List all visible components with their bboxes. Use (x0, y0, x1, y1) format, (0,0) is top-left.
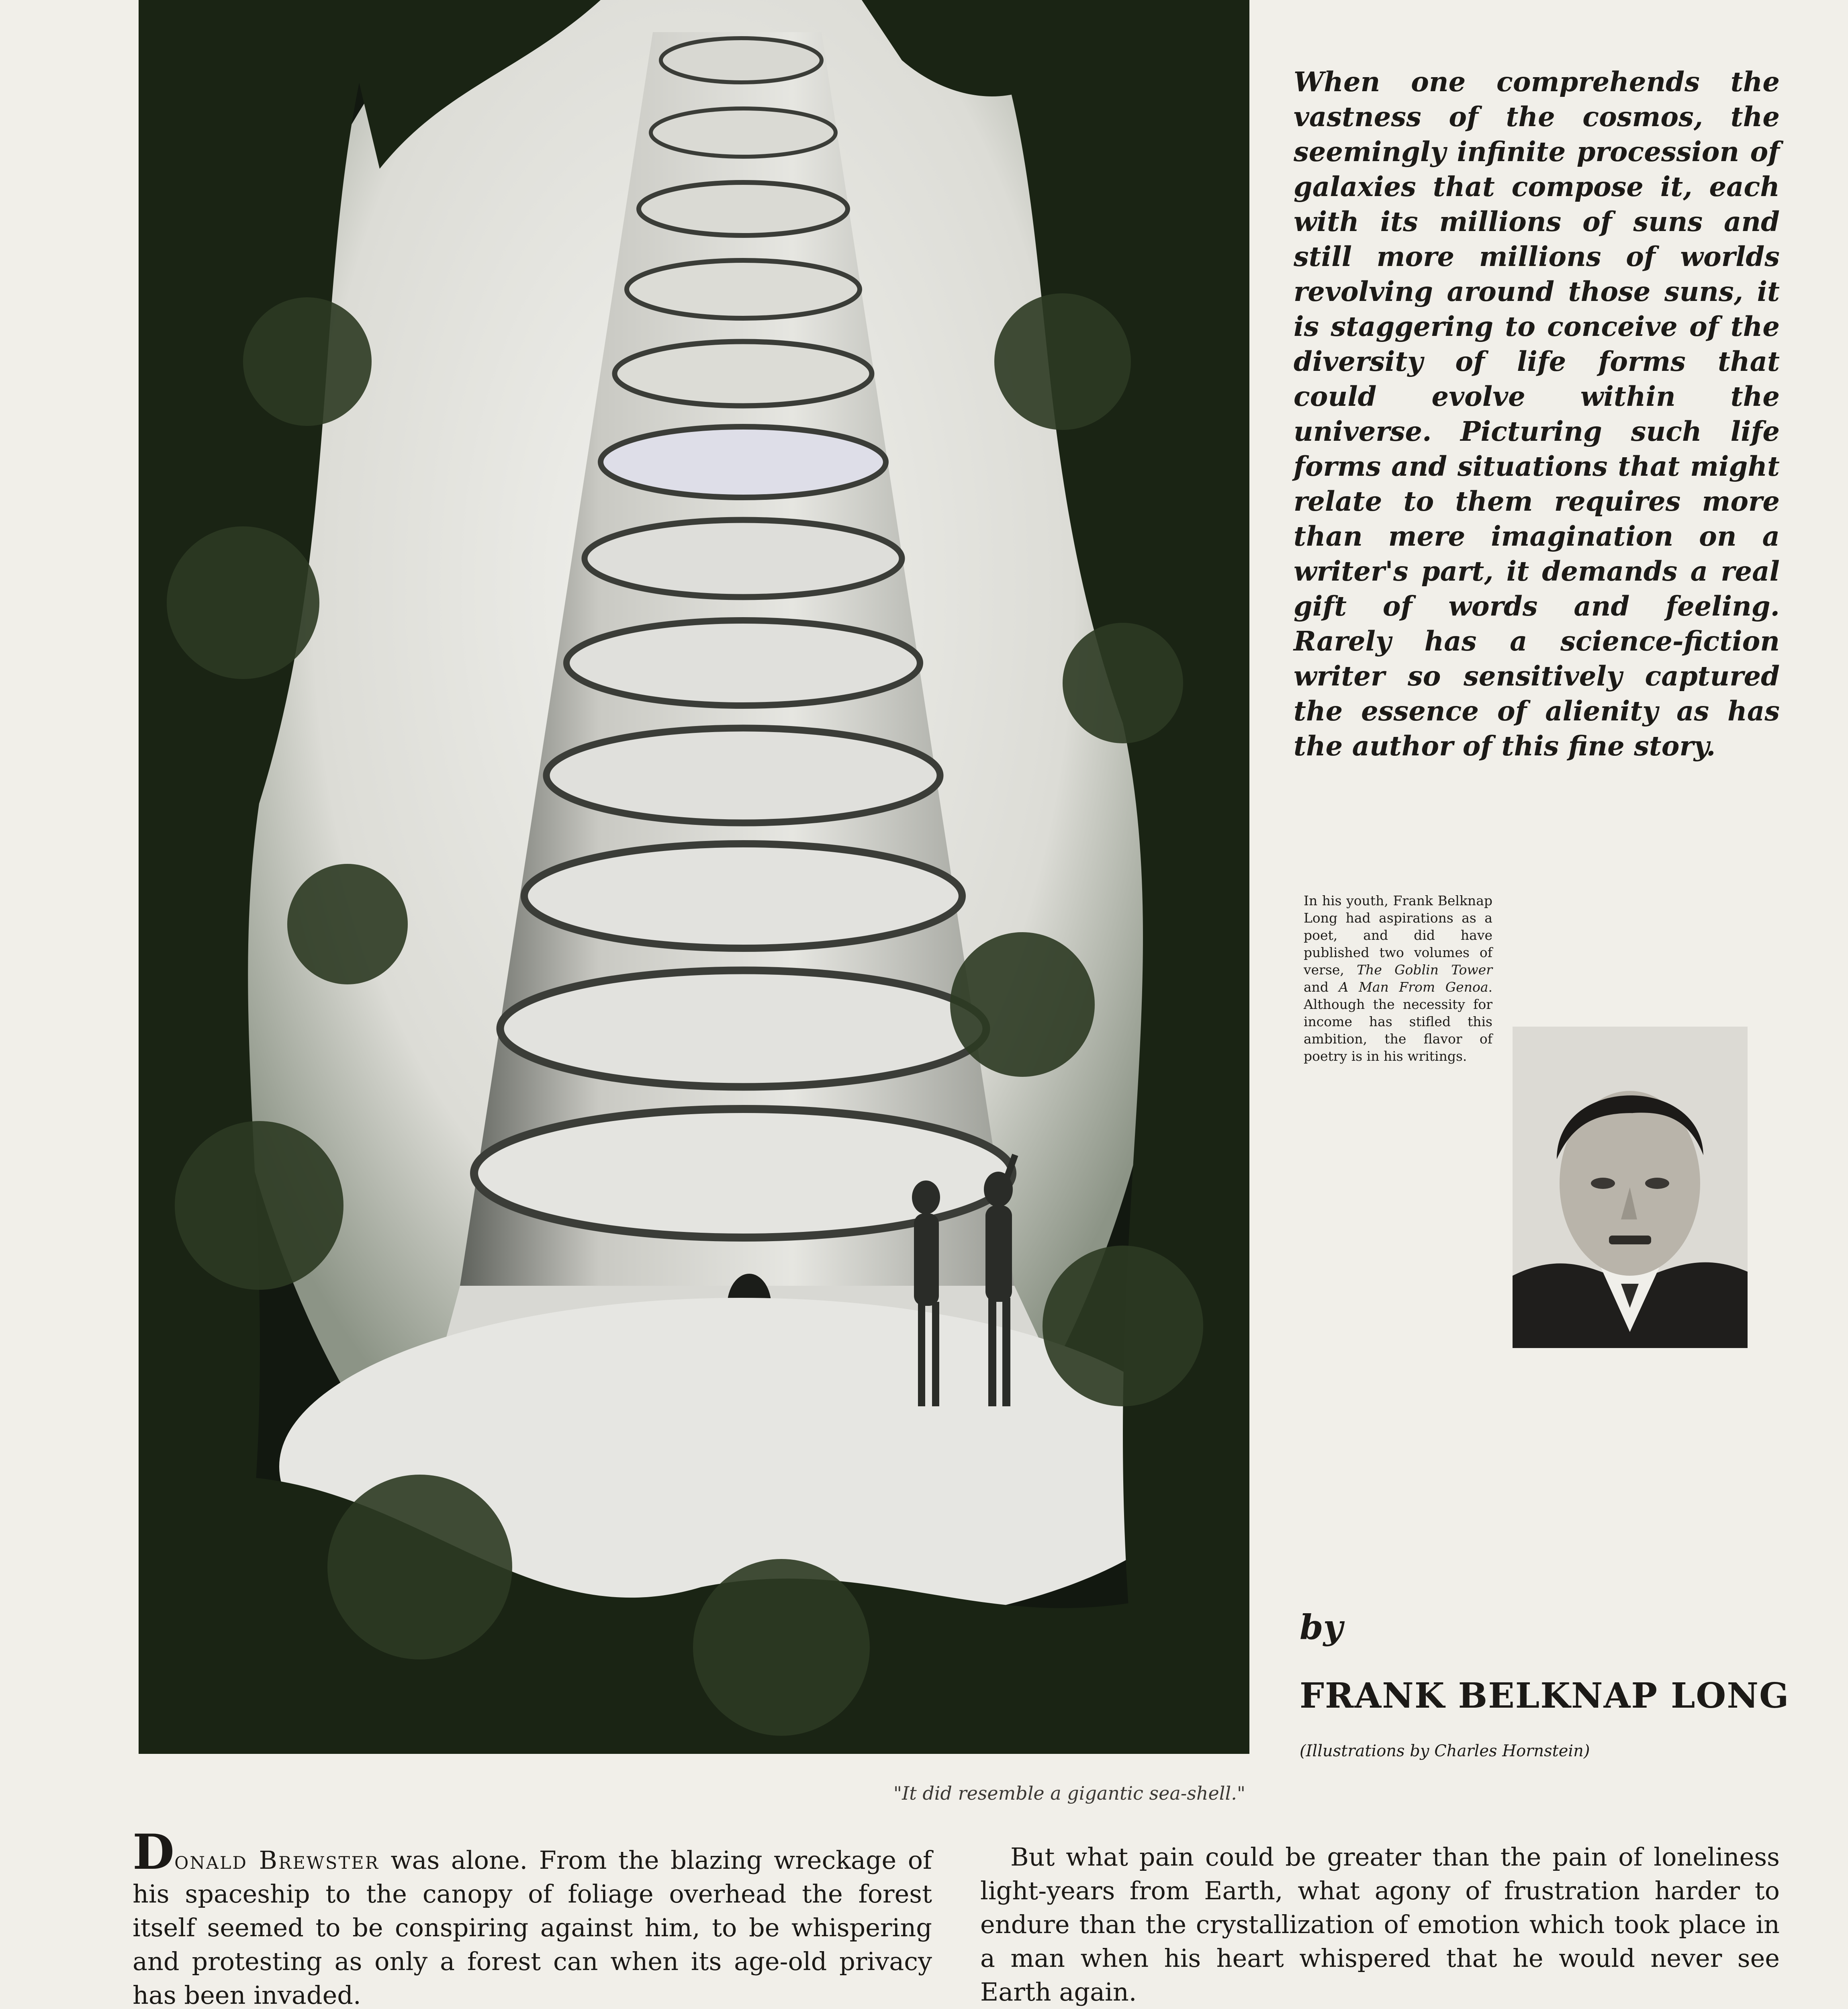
illustration-caption: "It did resemble a gigantic sea-shell." (893, 1782, 1245, 1804)
story-illustration (139, 0, 1249, 1754)
intro-blurb: When one comprehends the vastness of the cosmos, the seemingly infinite procession of galaxies that compose it, each with its millions of suns and still more millions of worlds revolving around those suns, it is staggering to conceive of the diversity of life forms that could evolve within the universe. Picturing such life forms and situations that might relate to them requires more than mere imagination on a writer's part, it demands a real gift of words and feeling. Rarely has a science-fiction writer so sensitively captured the essence of alienity as has the author of this fine story. (1294, 66, 1780, 762)
author-bio (1304, 892, 1492, 1065)
author-name: FRANK BELKNAP LONG (1300, 1676, 1790, 1716)
illustration-credit: (Illustrations by Charles Hornstein) (1300, 1742, 1590, 1760)
story-name-part: onald (174, 1845, 248, 1875)
story-column-left (133, 1824, 932, 2009)
author-portrait (1513, 1027, 1748, 1348)
story-column-right (980, 1840, 1780, 2009)
bio-text: In his youth, Frank Belknap Long had aspirations as a poet, and did have published two volumes of verse, (1304, 893, 1492, 978)
bio-book-title: The Goblin Tower (1357, 962, 1492, 978)
bio-text: and (1304, 979, 1339, 995)
byline-by: by (1300, 1607, 1343, 1647)
author-photo (1513, 1027, 1748, 1348)
story-text: was alone. From the blazing wreckage of his spaceship to the canopy of foliage overhead the forest itself seemed to be conspiring against him, to be whispering and protesting as only a forest can when its age-old privacy has been invaded. (133, 1845, 932, 2009)
spiral-tower-artwork (139, 0, 1249, 1754)
bio-book-title: A Man From Genoa (1339, 979, 1488, 995)
story-paragraph: But what pain could be greater than the pain of loneliness light-years from Earth, what agony of frustration harder to endure than the crystallization of emotion which took place in a man when his heart whispered that he would never see Earth again. (980, 1842, 1780, 2007)
bio-text: . Although the necessity for income has stifled this ambition, the flavor of poetry is in his writings. (1304, 979, 1492, 1064)
story-paragraph (133, 1824, 932, 2009)
drop-cap: D (133, 1824, 175, 1880)
story-name-part: Brewster (259, 1845, 379, 1875)
